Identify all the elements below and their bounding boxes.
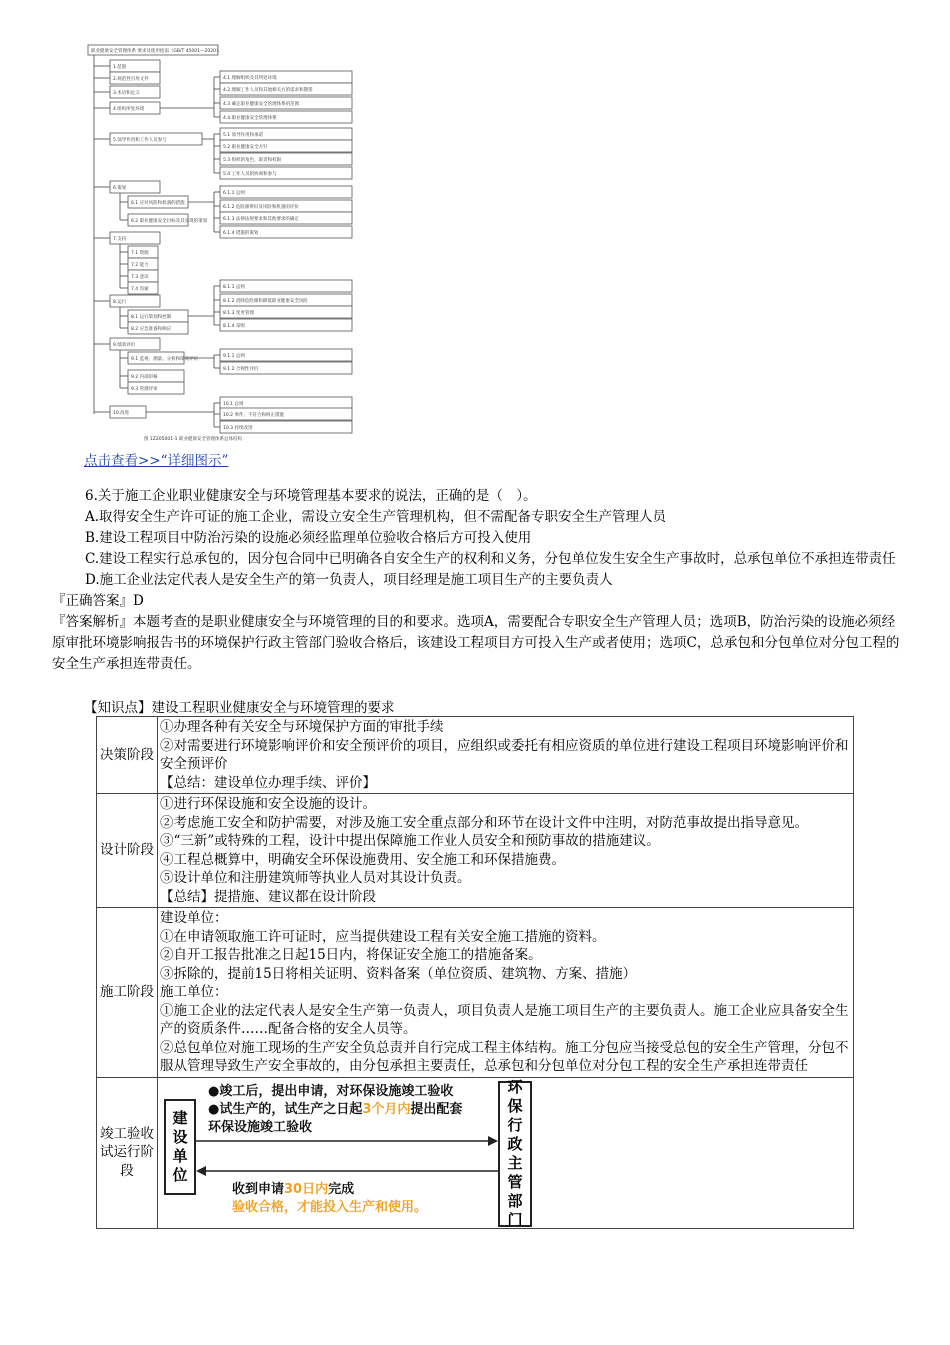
tree-node-l2-label: 6.1 应对风险和机遇的措施 [131,201,185,206]
highlight-30-days: 30日内 [284,1181,329,1197]
content-line: 【总结】提措施、建议都在设计阶段 [160,888,376,905]
stage-content [158,1077,854,1228]
content-line: 【总结：建设单位办理手续、评价】 [160,774,376,791]
stage-label: 竣工验收试运行阶段 [97,1077,158,1228]
table-row-completion [97,1077,854,1228]
content-line: ①施工企业的法定代表人是安全生产第一负责人，项目负责人是施工项目生产的主要负责人。施工企业应具备安全生产的资质条件……配备合格的安全人员等。 [160,1002,849,1037]
tree-node-l2-label: 9.1 监视、测量、分析和绩效评价 [131,357,199,362]
option-b: B.建设工程项目中防治污染的设施必须经监理单位验收合格后方可投入使用 [85,530,532,546]
answer-analysis: 『答案解析』本题考查的是职业健康安全与环境管理的目的和要求。选项A，需要配合专职安全生产管理人员；选项B，防治污染的设施必须经原审批环境影响报告书的环境保护行政主管部门验收合格后，该建设工程项目方可投入生产或者使用；选项C，总承包和分包单位对分包工程的安全生产承担连带责任。 [52,614,900,672]
bottom-line-1: 收到申请30日内完成 [232,1181,355,1197]
tree-node-l2-label: 5.4 工作人员的协商和参与 [223,172,277,177]
option-a: A.取得安全生产许可证的施工企业，需设立安全生产管理机构，但不需配备专职安全生产管理人员 [85,509,667,525]
top-line-1: ●竣工后，提出申请，对环保设施竣工验收 [208,1083,454,1099]
content-line: ②考虑施工安全和防护需要，对涉及施工安全重点部分和环节在设计文件中注明，对防范事故提出指导意见。 [160,814,808,831]
tree-node-l1-label: 4.组织所处环境 [113,107,145,112]
knowledge-table [96,716,854,1229]
table-row-construction [97,908,854,1078]
question-block [52,486,902,675]
tree-node-l2-label: 10.1 总则 [223,402,244,407]
tree-node-l2-label: 10.2 事件、不符合和纠正措施 [223,413,284,418]
content-line: 建设单位： [160,910,228,926]
env-authority-box: 环保行政主管部门 [498,1081,532,1227]
knowledge-point-title: 【知识点】建设工程职业健康安全与环境管理的要求 [84,700,395,716]
tree-node-l2-label: 8.1.2 消除危险源和降低职业健康安全风险 [223,299,308,304]
tree-node-l2-label: 9.1.1 总则 [223,354,245,359]
correct-answer: 『正确答案』D [52,593,144,609]
option-c: C.建设工程实行总承包的，因分包合同中已明确各自安全生产的权利和义务，分包单位发生安全生产事故时，总承包单位不承担连带责任 [85,551,896,567]
tree-node-l2-label: 5.3 组织的角色、职责和权限 [223,158,282,163]
highlight-3-months: 3个月内 [362,1101,411,1117]
tree-node-l2-label: 9.2 内部审核 [131,375,158,380]
tree-node-l2-label: 5.2 职业健康安全方针 [223,145,268,150]
content-line: ③“三新”或特殊的工程，设计中提出保障施工作业人员安全和预防事故的措施建议。 [160,833,660,849]
stage-label: 决策阶段 [97,717,158,794]
tree-node-l2-label: 4.4 职业健康安全管理体系 [223,116,277,121]
top-line-2: ●试生产的，试生产之日起3个月内提出配套 [208,1101,463,1117]
tree-node-l1-label: 9.绩效评价 [113,343,136,348]
tree-root-label: 职业健康安全管理体系 要求及使用指南（GB/T 45001—2020） [91,49,221,54]
content-line: ②自开工报告批准之日起15日内，将保证安全施工的措施备案。 [160,947,542,963]
tree-node-l2-label: 4.1 理解组织及其所处环境 [223,76,277,81]
tree-node-l2-label: 6.1.2 危险源辨识及风险和机遇的评价 [223,205,299,210]
table-row-design [97,794,854,908]
tree-node-l1-label: 1.范围 [113,65,127,70]
tree-node-l2-label: 4.2 理解工作人员和其他相关方的需求和期望 [223,88,313,93]
content-line: ①办理各种有关安全与环境保护方面的审批手续 [160,719,444,735]
tree-node-l2-label: 8.1.1 总则 [223,285,245,290]
tree-node-l2-label: 5.1 领导作用和承诺 [223,133,264,138]
tree-node-l2-label: 8.1 运行策划和控制 [131,315,172,320]
tree-node-l2-label: 4.3 确定职业健康安全管理体系的范围 [223,102,300,107]
tree-node-l1-label: 6.策划 [113,186,127,191]
tree-node-l2-label: 8.2 应急准备和响应 [131,327,172,332]
question-stem: 6.关于施工企业职业健康安全与环境管理基本要求的说法，正确的是（ ）。 [85,488,537,504]
construction-unit-box: 建设单位 [164,1099,196,1195]
tree-node-l1-label: 2.规范性引用文件 [113,77,149,82]
structure-tree-diagram [84,42,359,444]
tree-node-l2-label: 6.1.1 总则 [223,191,245,196]
tree-node-l2-label: 7.2 能力 [131,263,149,268]
content-line: 施工单位： [160,984,228,1000]
tree-node-l1-label: 7.支持 [113,237,127,242]
bottom-line-2: 验收合格，才能投入生产和使用。 [232,1199,428,1215]
stage-content [158,908,854,1078]
tree-node-l2-label: 8.1.4 采购 [223,324,245,329]
tree-node-l1-label: 10.改进 [113,411,130,416]
figure-caption: 图 1Z205001-1 职业健康安全管理体系总体结构 [144,437,242,442]
stage-content [158,717,854,794]
stage-label: 施工阶段 [97,908,158,1078]
tree-node-l2-label: 7.4 沟通 [131,287,149,292]
option-d: D.施工企业法定代表人是安全生产的第一负责人，项目经理是施工项目生产的主要负责人 [85,572,613,588]
stage-label: 设计阶段 [97,794,158,908]
content-line: ③拆除的，提前15日将相关证明、资料备案（单位资质、建筑物、方案、措施） [160,965,637,982]
tree-node-l2-label: 6.1.3 法律法规要求和其他要求的确定 [223,217,299,222]
arrow-right [196,1135,498,1147]
content-line: ⑤设计单位和注册建筑师等执业人员对其设计负责。 [160,870,471,886]
tree-node-l1-label: 8.运行 [113,300,127,305]
content-line: ②对需要进行环境影响评价和安全预评价的项目，应组织或委托有相应资质的单位进行建设工程项目环境影响评价和安全预评价 [160,737,849,772]
structure-figure [84,42,359,444]
detail-diagram-link[interactable]: 点击查看>>“详细图示” [84,453,229,469]
tree-node-l1-label: 3.术语和定义 [113,91,140,96]
content-line: ①进行环保设施和安全设施的设计。 [160,796,376,812]
content-line: ④工程总概算中，明确安全环保设施费用、安全施工和环保措施费。 [160,851,565,868]
tree-node-l2-label: 9.3 管理评审 [131,387,158,392]
arrow-left [196,1165,498,1177]
acceptance-diagram [160,1079,851,1227]
content-line: ①在申请领取施工许可证时，应当提供建设工程有关安全施工措施的资料。 [160,928,606,945]
tree-node-l2-label: 10.3 持续改进 [223,426,253,431]
tree-node-l2-label: 8.1.3 变更管理 [223,311,254,316]
tree-node-l2-label: 6.1.4 措施的策划 [223,231,259,236]
content-line: ②总包单位对施工现场的生产安全负总责并自行完成工程主体结构。施工分包应当接受总包的安全生产管理，分包不服从管理导致生产安全事故的，由分包承担主要责任，总承包和分包单位对分包工程的安全生产承担连带责任 [160,1039,849,1074]
tree-node-l2-label: 9.1.2 合规性评价 [223,367,259,372]
tree-node-l2-label: 7.1 资源 [131,251,149,256]
table-row-decision [97,717,854,794]
tree-node-l1-label: 5.领导作用和工作人员参与 [113,138,167,143]
stage-content [158,794,854,908]
tree-node-l2-label: 6.2 职业健康安全目标及其实现的策划 [131,219,208,224]
tree-node-l2-label: 7.3 意识 [131,275,149,280]
top-line-3: 环保设施竣工验收 [208,1119,313,1135]
